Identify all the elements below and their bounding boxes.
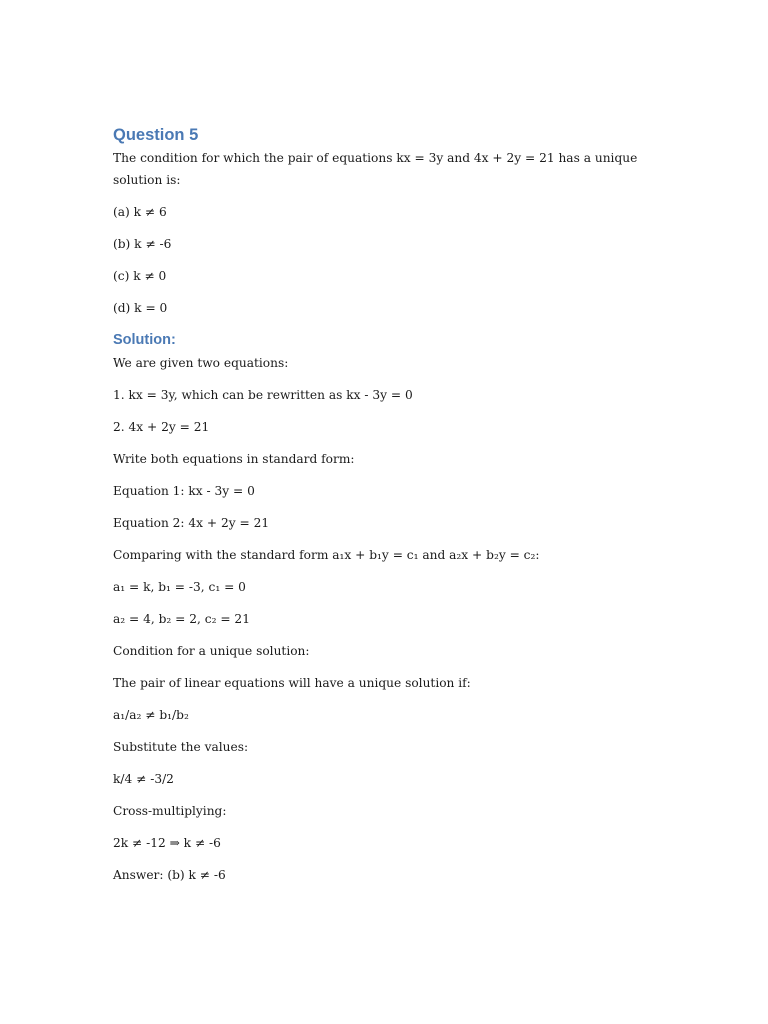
solution-line: The pair of linear equations will have a unique solution if:: [113, 676, 471, 690]
document-page: [113, 124, 673, 896]
solution-line: Condition for a unique solution:: [113, 644, 310, 658]
solution-line: a₁ = k, b₁ = -3, c₁ = 0: [113, 580, 246, 594]
solution-line: We are given two equations:: [113, 356, 289, 370]
solution-line: Equation 2: 4x + 2y = 21: [113, 516, 270, 530]
solution-line: a₂ = 4, b₂ = 2, c₂ = 21: [113, 612, 250, 626]
solution-line: k/4 ≠ -3/2: [113, 772, 174, 786]
solution-line: 2. 4x + 2y = 21: [113, 420, 210, 434]
solution-line: a₁/a₂ ≠ b₁/b₂: [113, 708, 189, 722]
solution-line: 2k ≠ -12 ⇒ k ≠ -6: [113, 836, 221, 850]
option-b: (b) k ≠ -6: [113, 237, 172, 251]
option-c: (c) k ≠ 0: [113, 269, 167, 283]
solution-line: Substitute the values:: [113, 740, 249, 754]
solution-line: Comparing with the standard form a₁x + b₁y = c₁ and a₂x + b₂y = c₂:: [113, 548, 540, 562]
solution-heading: Solution:: [113, 332, 176, 348]
solution-body: [113, 352, 673, 886]
solution-line: Write both equations in standard form:: [113, 452, 355, 466]
question-heading: Question 5: [113, 126, 199, 144]
option-a: (a) k ≠ 6: [113, 205, 167, 219]
options-list: [113, 201, 673, 319]
question-text: The condition for which the pair of equations kx = 3y and 4x + 2y = 21 has a unique solution is:: [113, 151, 638, 187]
solution-line: 1. kx = 3y, which can be rewritten as kx - 3y = 0: [113, 388, 413, 402]
answer-line: Answer: (b) k ≠ -6: [113, 868, 226, 882]
option-d: (d) k = 0: [113, 301, 168, 315]
solution-line: Cross-multiplying:: [113, 804, 227, 818]
solution-line: Equation 1: kx - 3y = 0: [113, 484, 255, 498]
